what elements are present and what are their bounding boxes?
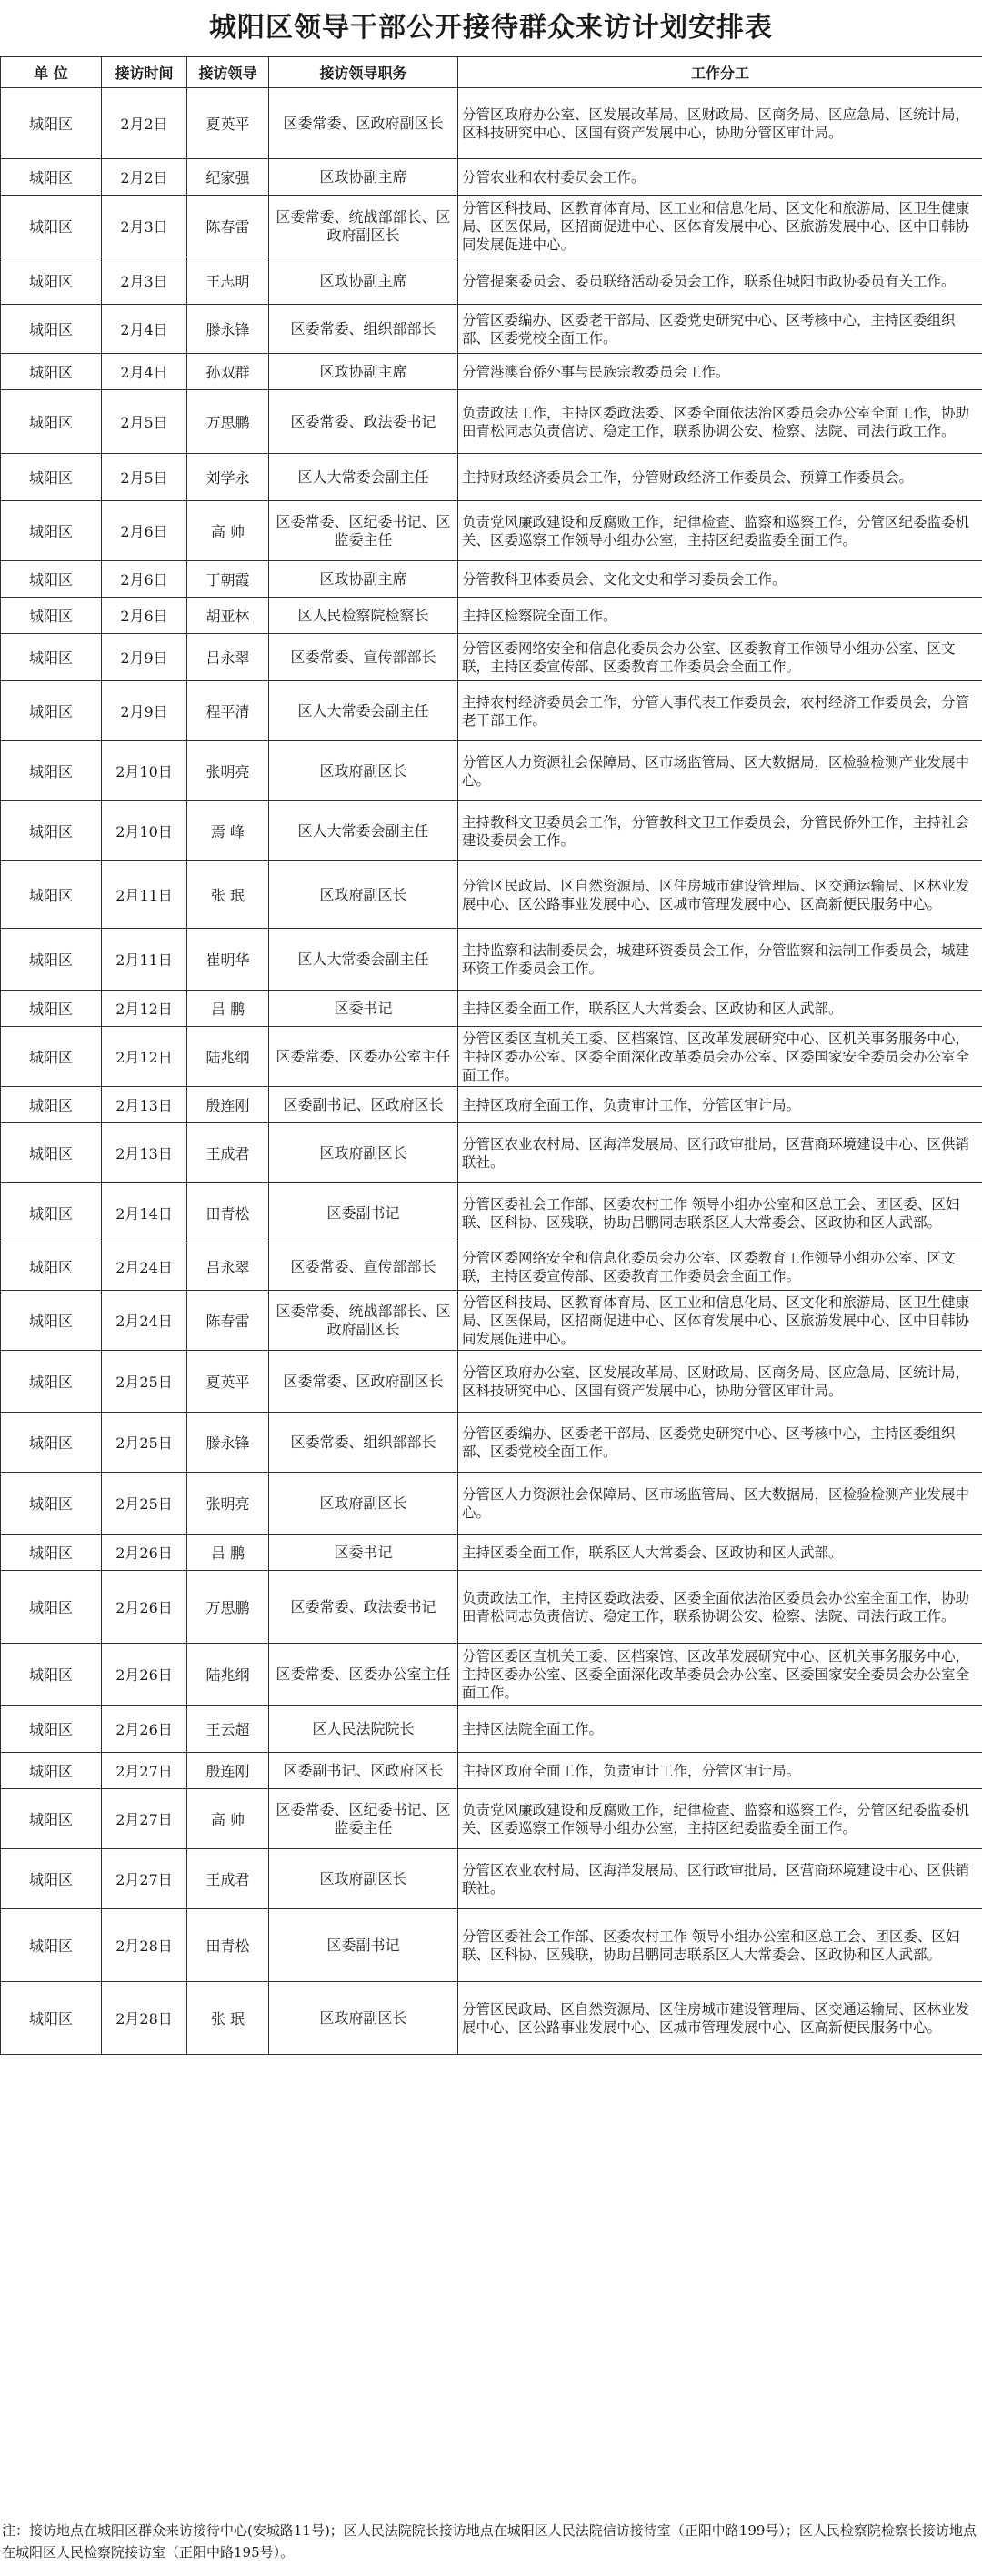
cell-date: 2月13日 <box>102 1123 187 1183</box>
cell-date: 2月5日 <box>102 454 187 501</box>
cell-date: 2月3日 <box>102 257 187 305</box>
cell-date: 2月13日 <box>102 1087 187 1123</box>
cell-leader: 吕永翠 <box>187 1243 269 1291</box>
cell-leader: 殷连刚 <box>187 1087 269 1123</box>
cell-duties: 主持区委全面工作，联系区人大常委会、区政协和区人武部。 <box>458 1535 982 1571</box>
header-duties: 工作分工 <box>458 57 982 88</box>
cell-date: 2月26日 <box>102 1535 187 1571</box>
table-row <box>1 991 982 1027</box>
cell-duties: 分管教科卫体委员会、文化文史和学习委员会工作。 <box>458 561 982 598</box>
cell-date: 2月11日 <box>102 929 187 991</box>
cell-unit: 城阳区 <box>1 159 102 196</box>
cell-duties: 分管区委编办、区委老干部局、区委党史研究中心、区考核中心，主持区委组织部、区委党校全面工作。 <box>458 1413 982 1473</box>
table-body <box>1 88 982 2055</box>
cell-leader: 王成君 <box>187 1123 269 1183</box>
cell-duties: 负责党风廉政建设和反腐败工作，纪律检查、监察和巡察工作，分管区纪委监委机关、区委巡察工作领导小组办公室，主持区纪委监委全面工作。 <box>458 501 982 561</box>
table-row <box>1 1644 982 1706</box>
cell-leader: 丁朝霞 <box>187 561 269 598</box>
cell-unit: 城阳区 <box>1 1087 102 1123</box>
cell-position: 区委常委、政法委书记 <box>269 390 458 454</box>
table-row <box>1 257 982 305</box>
cell-position: 区政府副区长 <box>269 1123 458 1183</box>
cell-date: 2月27日 <box>102 1849 187 1909</box>
cell-unit: 城阳区 <box>1 1849 102 1909</box>
cell-leader: 滕永锋 <box>187 1413 269 1473</box>
cell-unit: 城阳区 <box>1 929 102 991</box>
cell-leader: 高 帅 <box>187 501 269 561</box>
cell-duties: 分管区人力资源社会保障局、区市场监管局、区大数据局，区检验检测产业发展中心。 <box>458 741 982 801</box>
cell-unit: 城阳区 <box>1 1243 102 1291</box>
table-row <box>1 1473 982 1535</box>
cell-duties: 分管区政府办公室、区发展改革局、区财政局、区商务局、区应急局、区统计局，区科技研究中心、区国有资产发展中心，协助分管区审计局。 <box>458 1351 982 1413</box>
table-row <box>1 1909 982 1982</box>
table-row <box>1 454 982 501</box>
cell-duties: 主持监察和法制委员会，城建环资委员会工作，分管监察和法制工作委员会，城建环资工作委员会工作。 <box>458 929 982 991</box>
cell-leader: 张明亮 <box>187 1473 269 1535</box>
cell-unit: 城阳区 <box>1 1183 102 1243</box>
cell-duties: 分管区农业农村局、区海洋发展局、区行政审批局，区营商环境建设中心、区供销联社。 <box>458 1123 982 1183</box>
cell-date: 2月14日 <box>102 1183 187 1243</box>
table-row <box>1 305 982 354</box>
cell-position: 区人大常委会副主任 <box>269 801 458 861</box>
table-row <box>1 501 982 561</box>
cell-date: 2月28日 <box>102 1982 187 2055</box>
cell-unit: 城阳区 <box>1 1706 102 1753</box>
cell-position: 区人民检察院检察长 <box>269 598 458 634</box>
cell-duties: 分管区人力资源社会保障局、区市场监管局、区大数据局，区检验检测产业发展中心。 <box>458 1473 982 1535</box>
cell-date: 2月25日 <box>102 1473 187 1535</box>
table-row <box>1 1087 982 1123</box>
cell-duties: 分管区委区直机关工委、区档案馆、区改革发展研究中心、区机关事务服务中心，主持区委办公室、区委全面深化改革委员会办公室、区委国家安全委员会办公室全面工作。 <box>458 1027 982 1087</box>
cell-position: 区人民法院院长 <box>269 1706 458 1753</box>
cell-date: 2月3日 <box>102 196 187 257</box>
cell-date: 2月25日 <box>102 1351 187 1413</box>
cell-leader: 吕 鹏 <box>187 1535 269 1571</box>
cell-unit: 城阳区 <box>1 801 102 861</box>
footnote: 注：接访地点在城阳区群众来访接待中心(安城路11号)；区人民法院院长接访地点在城阳区人民法院信访接待室（正阳中路199号）；区人民检察院检察长接访地点在城阳区人民检察院接访室（正阳中路195号）。 <box>2 2522 977 2561</box>
cell-date: 2月28日 <box>102 1909 187 1982</box>
cell-leader: 夏英平 <box>187 1351 269 1413</box>
cell-leader: 夏英平 <box>187 88 269 159</box>
table-row <box>1 1982 982 2055</box>
cell-leader: 陈春雷 <box>187 1291 269 1351</box>
cell-position: 区人大常委会副主任 <box>269 929 458 991</box>
cell-position: 区委副书记、区政府区长 <box>269 1753 458 1789</box>
cell-date: 2月10日 <box>102 801 187 861</box>
cell-duties: 主持区政府全面工作，负责审计工作，分管区审计局。 <box>458 1753 982 1789</box>
cell-unit: 城阳区 <box>1 1909 102 1982</box>
cell-leader: 陈春雷 <box>187 196 269 257</box>
cell-duties: 负责政法工作，主持区委政法委、区委全面依法治区委员会办公室全面工作，协助田青松同志负责信访、稳定工作，联系协调公安、检察、法院、司法行政工作。 <box>458 1571 982 1644</box>
cell-duties: 主持区检察院全面工作。 <box>458 598 982 634</box>
cell-unit: 城阳区 <box>1 1982 102 2055</box>
table-row <box>1 801 982 861</box>
cell-leader: 王云超 <box>187 1706 269 1753</box>
cell-leader: 殷连刚 <box>187 1753 269 1789</box>
table-row <box>1 1535 982 1571</box>
cell-date: 2月9日 <box>102 681 187 741</box>
cell-duties: 负责政法工作，主持区委政法委、区委全面依法治区委员会办公室全面工作，协助田青松同志负责信访、稳定工作，联系协调公安、检察、法院、司法行政工作。 <box>458 390 982 454</box>
cell-position: 区委常委、区委办公室主任 <box>269 1644 458 1706</box>
table-row <box>1 1789 982 1849</box>
cell-position: 区政府副区长 <box>269 1982 458 2055</box>
cell-duties: 主持教科文卫委员会工作，分管教科文卫工作委员会，分管民侨外工作，主持社会建设委员会工作。 <box>458 801 982 861</box>
cell-date: 2月9日 <box>102 634 187 681</box>
table-row <box>1 861 982 929</box>
cell-leader: 高 帅 <box>187 1789 269 1849</box>
cell-unit: 城阳区 <box>1 1753 102 1789</box>
cell-unit: 城阳区 <box>1 1571 102 1644</box>
header-date: 接访时间 <box>102 57 187 88</box>
cell-unit: 城阳区 <box>1 390 102 454</box>
cell-position: 区委常委、组织部部长 <box>269 1413 458 1473</box>
cell-position: 区委副书记、区政府区长 <box>269 1087 458 1123</box>
cell-position: 区政协副主席 <box>269 354 458 390</box>
table-row <box>1 1849 982 1909</box>
cell-leader: 陆兆纲 <box>187 1644 269 1706</box>
cell-position: 区委常委、区政府副区长 <box>269 1351 458 1413</box>
cell-position: 区政府副区长 <box>269 1849 458 1909</box>
cell-leader: 程平清 <box>187 681 269 741</box>
cell-duties: 分管区委网络安全和信息化委员会办公室、区委教育工作领导小组办公室、区文联，主持区委宣传部、区委教育工作委员会全面工作。 <box>458 1243 982 1291</box>
cell-leader: 孙双群 <box>187 354 269 390</box>
cell-duties: 分管农业和农村委员会工作。 <box>458 159 982 196</box>
cell-position: 区政府副区长 <box>269 861 458 929</box>
cell-leader: 张明亮 <box>187 741 269 801</box>
cell-position: 区人大常委会副主任 <box>269 454 458 501</box>
cell-unit: 城阳区 <box>1 598 102 634</box>
cell-position: 区委常委、统战部部长、区政府副区长 <box>269 196 458 257</box>
cell-unit: 城阳区 <box>1 1535 102 1571</box>
header-leader: 接访领导 <box>187 57 269 88</box>
cell-position: 区委常委、区纪委书记、区监委主任 <box>269 501 458 561</box>
table-row <box>1 1706 982 1753</box>
cell-date: 2月4日 <box>102 305 187 354</box>
cell-leader: 王成君 <box>187 1849 269 1909</box>
cell-position: 区委常委、统战部部长、区政府副区长 <box>269 1291 458 1351</box>
cell-unit: 城阳区 <box>1 88 102 159</box>
cell-date: 2月12日 <box>102 991 187 1027</box>
cell-leader: 纪家强 <box>187 159 269 196</box>
table-row <box>1 681 982 741</box>
cell-position: 区委常委、组织部部长 <box>269 305 458 354</box>
cell-leader: 胡亚林 <box>187 598 269 634</box>
cell-position: 区政协副主席 <box>269 159 458 196</box>
cell-unit: 城阳区 <box>1 257 102 305</box>
cell-position: 区人大常委会副主任 <box>269 681 458 741</box>
cell-duties: 主持财政经济委员会工作，分管财政经济工作委员会、预算工作委员会。 <box>458 454 982 501</box>
cell-unit: 城阳区 <box>1 454 102 501</box>
cell-unit: 城阳区 <box>1 1291 102 1351</box>
table-row <box>1 1571 982 1644</box>
cell-duties: 主持区委全面工作，联系区人大常委会、区政协和区人武部。 <box>458 991 982 1027</box>
cell-leader: 王志明 <box>187 257 269 305</box>
cell-position: 区政府副区长 <box>269 741 458 801</box>
cell-unit: 城阳区 <box>1 1473 102 1535</box>
cell-duties: 分管区农业农村局、区海洋发展局、区行政审批局，区营商环境建设中心、区供销联社。 <box>458 1849 982 1909</box>
cell-date: 2月24日 <box>102 1291 187 1351</box>
cell-unit: 城阳区 <box>1 861 102 929</box>
cell-date: 2月26日 <box>102 1644 187 1706</box>
table-row <box>1 1291 982 1351</box>
cell-leader: 田青松 <box>187 1909 269 1982</box>
cell-duties: 分管区政府办公室、区发展改革局、区财政局、区商务局、区应急局、区统计局，区科技研究中心、区国有资产发展中心，协助分管区审计局。 <box>458 88 982 159</box>
table-row <box>1 88 982 159</box>
cell-position: 区委常委、宣传部部长 <box>269 634 458 681</box>
cell-duties: 主持农村经济委员会工作，分管人事代表工作委员会，农村经济工作委员会，分管老干部工作。 <box>458 681 982 741</box>
cell-duties: 分管提案委员会、委员联络活动委员会工作，联系住城阳市政协委员有关工作。 <box>458 257 982 305</box>
cell-date: 2月10日 <box>102 741 187 801</box>
cell-position: 区委常委、区政府副区长 <box>269 88 458 159</box>
cell-duties: 分管区委社会工作部、区委农村工作 领导小组办公室和区总工会、团区委、区妇联、区科协、区残联，协助吕鹏同志联系区人大常委会、区政协和区人武部。 <box>458 1183 982 1243</box>
header-row <box>1 57 982 88</box>
cell-leader: 张 珉 <box>187 861 269 929</box>
table-row <box>1 1413 982 1473</box>
table-row <box>1 1351 982 1413</box>
cell-leader: 吕 鹏 <box>187 991 269 1027</box>
cell-position: 区政府副区长 <box>269 1473 458 1535</box>
cell-date: 2月27日 <box>102 1753 187 1789</box>
cell-position: 区委书记 <box>269 991 458 1027</box>
cell-leader: 刘学永 <box>187 454 269 501</box>
cell-position: 区委副书记 <box>269 1183 458 1243</box>
header-position: 接访领导职务 <box>269 57 458 88</box>
cell-unit: 城阳区 <box>1 1123 102 1183</box>
cell-date: 2月25日 <box>102 1413 187 1473</box>
table-row <box>1 1027 982 1087</box>
cell-duties: 主持区政府全面工作，负责审计工作，分管区审计局。 <box>458 1087 982 1123</box>
cell-duties: 分管区民政局、区自然资源局、区住房城市建设管理局、区交通运输局、区林业发展中心、区公路事业发展中心、区城市管理发展中心、区高新便民服务中心。 <box>458 1982 982 2055</box>
cell-duties: 主持区法院全面工作。 <box>458 1706 982 1753</box>
cell-leader: 吕永翠 <box>187 634 269 681</box>
cell-date: 2月26日 <box>102 1706 187 1753</box>
cell-leader: 焉 峰 <box>187 801 269 861</box>
cell-unit: 城阳区 <box>1 1789 102 1849</box>
table-row <box>1 741 982 801</box>
cell-position: 区委常委、宣传部部长 <box>269 1243 458 1291</box>
cell-date: 2月24日 <box>102 1243 187 1291</box>
cell-leader: 田青松 <box>187 1183 269 1243</box>
cell-unit: 城阳区 <box>1 196 102 257</box>
table-row <box>1 196 982 257</box>
cell-leader: 崔明华 <box>187 929 269 991</box>
cell-unit: 城阳区 <box>1 741 102 801</box>
cell-unit: 城阳区 <box>1 561 102 598</box>
table-row <box>1 1753 982 1789</box>
cell-unit: 城阳区 <box>1 991 102 1027</box>
table-row <box>1 561 982 598</box>
table-row <box>1 1123 982 1183</box>
cell-unit: 城阳区 <box>1 1351 102 1413</box>
cell-duties: 分管区委社会工作部、区委农村工作 领导小组办公室和区总工会、团区委、区妇联、区科协、区残联，协助吕鹏同志联系区人大常委会、区政协和区人武部。 <box>458 1909 982 1982</box>
page-title: 城阳区领导干部公开接待群众来访计划安排表 <box>209 12 773 44</box>
cell-position: 区政协副主席 <box>269 257 458 305</box>
cell-date: 2月11日 <box>102 861 187 929</box>
cell-position: 区政协副主席 <box>269 561 458 598</box>
cell-position: 区委常委、区纪委书记、区监委主任 <box>269 1789 458 1849</box>
cell-leader: 张 珉 <box>187 1982 269 2055</box>
table-row <box>1 1243 982 1291</box>
cell-duties: 分管区民政局、区自然资源局、区住房城市建设管理局、区交通运输局、区林业发展中心、区公路事业发展中心、区城市管理发展中心、区高新便民服务中心。 <box>458 861 982 929</box>
cell-date: 2月2日 <box>102 159 187 196</box>
cell-unit: 城阳区 <box>1 1644 102 1706</box>
cell-leader: 万思鹏 <box>187 390 269 454</box>
cell-position: 区委常委、政法委书记 <box>269 1571 458 1644</box>
cell-position: 区委书记 <box>269 1535 458 1571</box>
table-row <box>1 929 982 991</box>
header-unit: 单 位 <box>1 57 102 88</box>
cell-date: 2月2日 <box>102 88 187 159</box>
cell-unit: 城阳区 <box>1 1027 102 1087</box>
cell-leader: 陆兆纲 <box>187 1027 269 1087</box>
cell-duties: 分管区科技局、区教育体育局、区工业和信息化局、区文化和旅游局、区卫生健康局、区医保局，区招商促进中心、区体育发展中心、区旅游发展中心、区中日韩协同发展促进中心。 <box>458 196 982 257</box>
cell-leader: 滕永锋 <box>187 305 269 354</box>
table-row <box>1 598 982 634</box>
cell-position: 区委常委、区委办公室主任 <box>269 1027 458 1087</box>
cell-date: 2月6日 <box>102 561 187 598</box>
table-row <box>1 354 982 390</box>
cell-unit: 城阳区 <box>1 354 102 390</box>
cell-date: 2月4日 <box>102 354 187 390</box>
table-row <box>1 1183 982 1243</box>
cell-date: 2月27日 <box>102 1789 187 1849</box>
cell-duties: 负责党风廉政建设和反腐败工作，纪律检查、监察和巡察工作，分管区纪委监委机关、区委巡察工作领导小组办公室，主持区纪委监委全面工作。 <box>458 1789 982 1849</box>
cell-duties: 分管区委网络安全和信息化委员会办公室、区委教育工作领导小组办公室、区文联，主持区委宣传部、区委教育工作委员会全面工作。 <box>458 634 982 681</box>
cell-date: 2月6日 <box>102 501 187 561</box>
cell-unit: 城阳区 <box>1 634 102 681</box>
cell-leader: 万思鹏 <box>187 1571 269 1644</box>
cell-duties: 分管区委编办、区委老干部局、区委党史研究中心、区考核中心，主持区委组织部、区委党校全面工作。 <box>458 305 982 354</box>
cell-position: 区委副书记 <box>269 1909 458 1982</box>
cell-date: 2月6日 <box>102 598 187 634</box>
cell-unit: 城阳区 <box>1 305 102 354</box>
table-row <box>1 634 982 681</box>
cell-duties: 分管区科技局、区教育体育局、区工业和信息化局、区文化和旅游局、区卫生健康局、区医保局，区招商促进中心、区体育发展中心、区旅游发展中心、区中日韩协同发展促进中心。 <box>458 1291 982 1351</box>
cell-duties: 分管区委区直机关工委、区档案馆、区改革发展研究中心、区机关事务服务中心，主持区委办公室、区委全面深化改革委员会办公室、区委国家安全委员会办公室全面工作。 <box>458 1644 982 1706</box>
cell-date: 2月26日 <box>102 1571 187 1644</box>
table-row <box>1 159 982 196</box>
cell-date: 2月12日 <box>102 1027 187 1087</box>
cell-unit: 城阳区 <box>1 501 102 561</box>
cell-date: 2月5日 <box>102 390 187 454</box>
table-row <box>1 390 982 454</box>
schedule-table <box>0 56 982 2055</box>
cell-unit: 城阳区 <box>1 1413 102 1473</box>
cell-duties: 分管港澳台侨外事与民族宗教委员会工作。 <box>458 354 982 390</box>
cell-unit: 城阳区 <box>1 681 102 741</box>
